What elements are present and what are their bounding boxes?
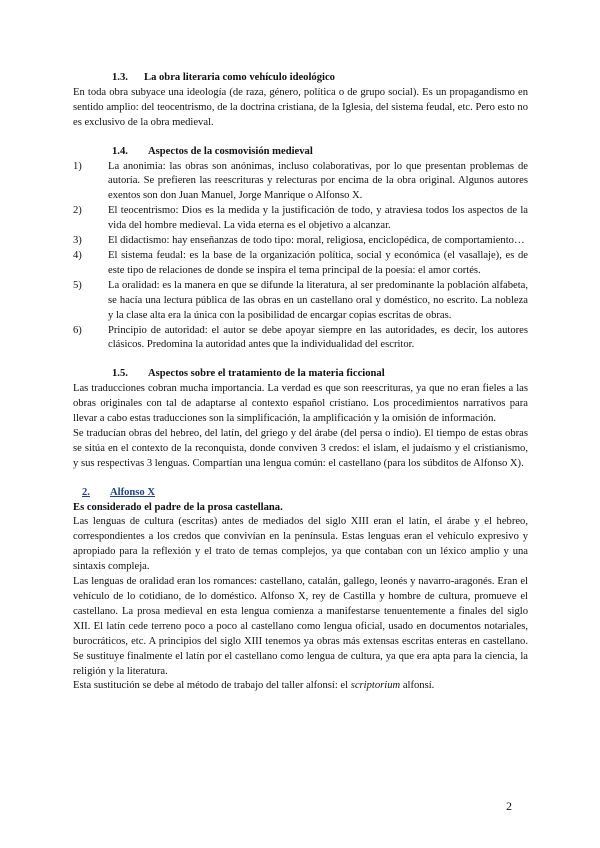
heading-title: La obra literaria como vehículo ideológico [144, 72, 335, 83]
list-item-number: 1) [73, 160, 82, 172]
heading-number: 1.5. [112, 368, 128, 380]
list-item [73, 204, 528, 234]
list-item-number: 2) [73, 205, 82, 217]
italic-term: scriptorium [350, 680, 401, 692]
list-item-number: 4) [73, 249, 82, 261]
paragraph-2-c: Las lenguas de oralidad eran los romances: castellano, catalán, gallego, leonés y navarro-aragonés. Eran el vehículo de lo cotidiano, de lo doméstico. Alfonso X, rey de Castilla y hombre de cultura, promueve el castellano. La prosa medieval en esta lengua comienza a manifestarse tenuentemente a finales del siglo XII. El latín cede terreno poco a poco al castellano como lengua oficial, usado en documentos notariales, burocráticos, etc. A principios del siglo XIII tenemos ya obras más extensas escritas enteras en castellano. Se sustituye finalmente el latín por el castellano como lengua de cultura, ya que era apta para la ciencia, la religión y la literatura. [73, 576, 528, 677]
list-item-text: El sistema feudal: es la base de la organización política, social y económica (el vasallaje), es de este tipo de relaciones de donde se inspira el tema principal de la poesía: el amor cortés. [108, 249, 528, 276]
page-content [73, 71, 528, 694]
paragraph-2-b: Las lenguas de cultura (escritas) antes de mediados del siglo XIII eran el latín, el árabe y el hebreo, correspondientes a los credos que convivían en la península. Estas lenguas eran el vehículo expresivo y apropiado para la reflexión y el trato de temas complejos, ya que contaban con un léxico amplio y una sintaxis compleja. [73, 516, 528, 573]
paragraph-2-d [73, 679, 528, 694]
heading-title: Alfonso X [110, 486, 156, 498]
list-item-text: Principio de autoridad: el autor se debe apoyar siempre en las autoridades, es decir, los autores clásicos. Predomina la autoridad antes que la individualidad del escritor. [108, 324, 528, 351]
list-item [73, 324, 528, 354]
cosmovision-list [73, 160, 528, 354]
list-item [73, 160, 528, 205]
paragraph-1-5-a: Las traducciones cobran mucha importancia. La verdad es que son reescrituras, ya que no eran fieles a las obras originales con tal de adaptarse al contexto español cristiano. Los procedimientos narrativos para llevar a cabo estas traducciones son la simplificación, la amplificación y la omisión de información. [73, 383, 528, 425]
list-item-text: El teocentrismo: Dios es la medida y la justificación de todo, y atraviesa todos los aspectos de la vida del hombre medieval. La vida eterna es el objetivo a alcanzar. [108, 205, 528, 232]
list-item-number: 3) [73, 235, 82, 247]
heading-title: Aspectos de la cosmovisión medieval [148, 145, 313, 157]
heading-2[interactable] [73, 486, 528, 501]
list-item [73, 279, 528, 324]
paragraph-2-a: Es considerado el padre de la prosa castellana. [73, 501, 283, 513]
text-run: alfonsí. [400, 680, 435, 692]
list-item-number: 6) [73, 324, 82, 336]
list-item-text: La oralidad: es la manera en que se difunde la literatura, al ser predominante la población alfabeta, se hacía una lectura pública de las obras en un castellano oral y doméstico, no escrito. La nobleza y la clase alta era la única con la posibilidad de encargar copias escritas de obras. [108, 279, 528, 321]
heading-number: 1.3. [112, 72, 128, 83]
list-item [73, 234, 528, 249]
heading-number: 2. [82, 486, 90, 498]
list-item [73, 249, 528, 279]
page-number: 2 [506, 799, 512, 813]
list-item-text: El didactismo: hay enseñanzas de todo tipo: moral, religiosa, enciclopédica, de comportamiento… [108, 235, 525, 247]
list-item-text: La anonimia: las obras son anónimas, incluso colaborativas, por lo que presentan problemas de autoría. Se prefieren las reescrituras y relecturas por encima de la obra original. Algunos autores exentos son don Juan Manuel, Jorge Manrique o Alfonso X. [108, 160, 528, 202]
heading-title: Aspectos sobre el tratamiento de la materia ficcional [148, 368, 385, 380]
paragraph-1-3: En toda obra subyace una ideología (de raza, género, política o de grupo social). Es un propagandismo en sentido amplio: del teocentrismo, de la doctrina cristiana, de la Iglesia, del sistema feudal, etc. Pero esto no es exclusivo de la obra medieval. [73, 86, 528, 128]
heading-1-5 [73, 367, 528, 382]
list-item-number: 5) [73, 279, 82, 291]
paragraph-1-5-b: Se traducían obras del hebreo, del latín, del griego y del árabe (del persa o indio). El tiempo de estas obras se sitúa en el contexto de la reconquista, donde conviven 3 credos: el islam, el judaísmo y el cristianismo, y sus respectivas 3 lenguas. Compartían una lengua común: el castellano (para los súbditos de Alfonso X). [73, 427, 528, 469]
text-run: Esta sustitución se debe al método de trabajo del taller alfonsí: el [73, 680, 351, 692]
heading-number: 1.4. [112, 145, 128, 157]
heading-1-3 [73, 71, 528, 86]
heading-1-4 [73, 145, 528, 160]
